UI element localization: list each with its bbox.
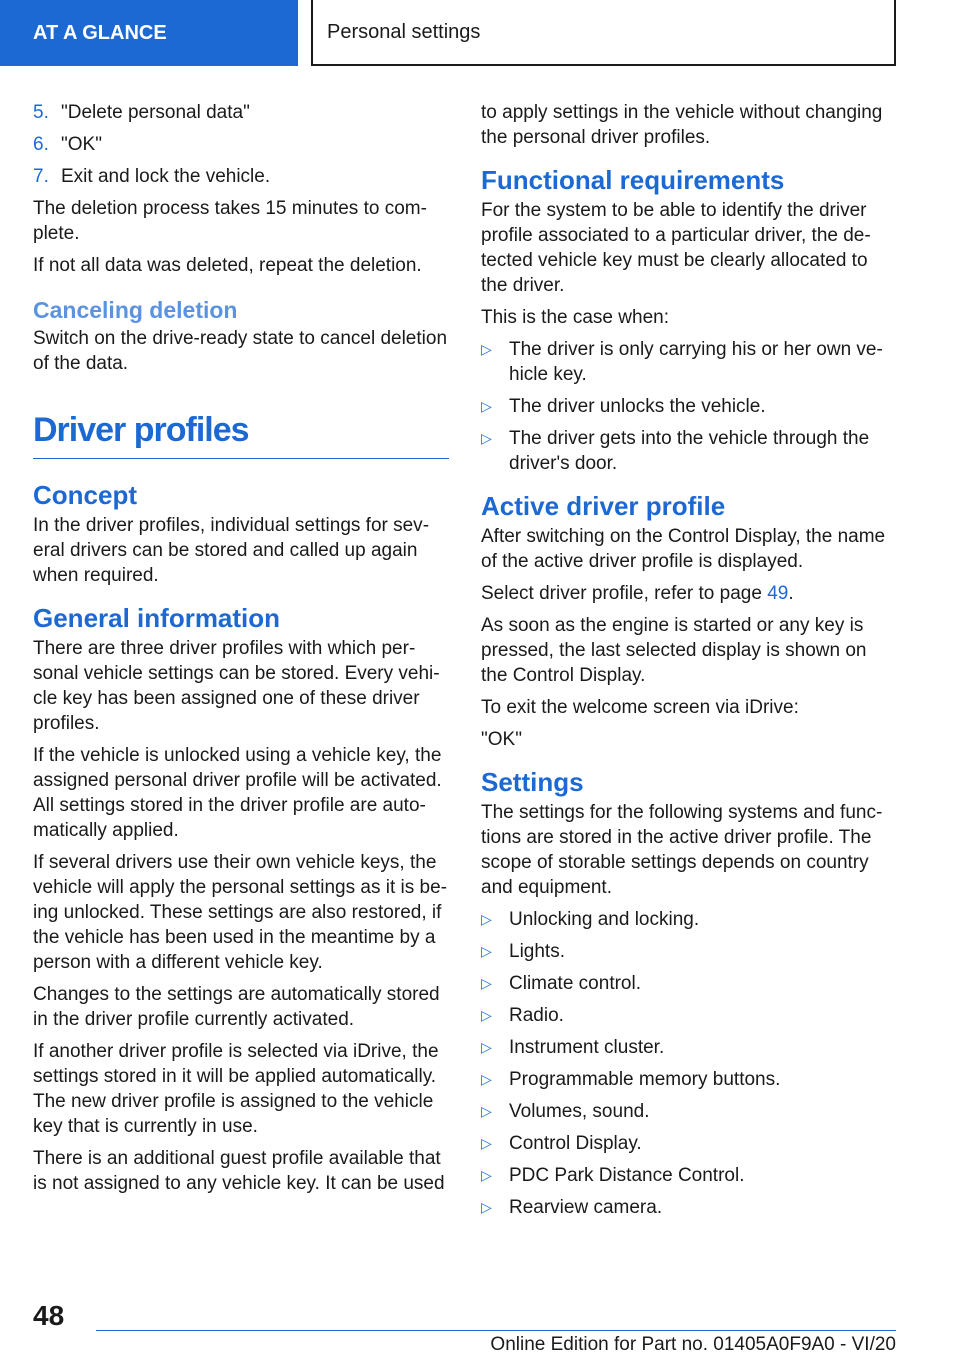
step-item: [33, 132, 449, 157]
paragraph: In the driver profiles, individual settings for several drivers can be stored and called up again when required.: [33, 515, 430, 586]
heading-concept: Concept: [33, 480, 137, 510]
list-item: [481, 337, 893, 387]
step-text: "OK": [61, 134, 102, 155]
list-item-text: Control Display.: [509, 1133, 642, 1154]
list-item: [481, 1003, 893, 1028]
list-item-text: Volumes, sound.: [509, 1101, 650, 1122]
list-item-text: The driver is only carrying his or her own vehicle key.: [509, 339, 883, 385]
paragraph: There is an additional guest profile available that is not assigned to any vehicle key. It can be used: [33, 1148, 445, 1194]
list-item: [481, 907, 893, 932]
step-item: [33, 100, 449, 125]
triangle-bullet-icon: ▷: [481, 911, 492, 927]
paragraph: Switch on the drive-ready state to cancel deletion of the data.: [33, 328, 448, 374]
list-item: [481, 1099, 893, 1124]
triangle-bullet-icon: ▷: [481, 1167, 492, 1183]
list-item-text: The driver unlocks the vehicle.: [509, 396, 766, 417]
step-number: 7.: [33, 166, 49, 187]
paragraph: This is the case when:: [481, 307, 669, 328]
paragraph: The settings for the following systems and functions are stored in the active driver profile. The scope of storable settings depends on country and equipment.: [481, 802, 883, 898]
list-item: [481, 1195, 893, 1220]
step-number: 5.: [33, 102, 49, 123]
paragraph: The deletion process takes 15 minutes to complete.: [33, 198, 427, 244]
section-tab: AT A GLANCE: [0, 0, 298, 66]
paragraph: After switching on the Control Display, the name of the active driver profile is displayed.: [481, 526, 886, 572]
paragraph: If the vehicle is unlocked using a vehicle key, the assigned personal driver profile will be activated. All settings stored in the driver profile are automatically applied.: [33, 745, 442, 841]
triangle-bullet-icon: ▷: [481, 341, 492, 357]
paragraph: If several drivers use their own vehicle keys, the vehicle will apply the personal settings as it is being unlocked. These settings are also restored, if the vehicle has been used in the meantime by a person with a different vehicle key.: [33, 852, 447, 973]
paragraph: For the system to be able to identify the driver profile associated to a particular driver, the detected vehicle key must be clearly allocated to the driver.: [481, 200, 871, 296]
paragraph: Changes to the settings are automatically stored in the driver profile currently activated.: [33, 984, 440, 1030]
paragraph: To exit the welcome screen via iDrive:: [481, 697, 799, 718]
footer-divider: [96, 1330, 896, 1331]
page-number: 48: [33, 1300, 65, 1331]
heading-general-information: General information: [33, 603, 281, 633]
triangle-bullet-icon: ▷: [481, 975, 492, 991]
triangle-bullet-icon: ▷: [481, 398, 492, 414]
heading-active-driver-profile: Active driver profile: [481, 491, 726, 521]
paragraph: If another driver profile is selected via iDrive, the settings stored in it will be applied automatically. The new driver profile is assigned to the vehicle key that is currently in use.: [33, 1041, 439, 1137]
paragraph: There are three driver profiles with which personal vehicle settings can be stored. Every vehicle key has been assigned one of these driver profiles.: [33, 638, 440, 734]
list-item: [481, 426, 893, 476]
triangle-bullet-icon: ▷: [481, 1007, 492, 1023]
step-text: "Delete personal data": [61, 102, 250, 123]
list-item: [481, 1035, 893, 1060]
list-item: [481, 1067, 893, 1092]
page-reference-link[interactable]: 49: [767, 583, 789, 604]
step-item: [33, 164, 449, 189]
paragraph: [481, 581, 893, 606]
paragraph: As soon as the engine is started or any key is pressed, the last selected display is shown on the Control Display.: [481, 615, 867, 686]
list-item: [481, 939, 893, 964]
triangle-bullet-icon: ▷: [481, 1103, 492, 1119]
chapter-title: Personal settings: [311, 0, 896, 66]
triangle-bullet-icon: ▷: [481, 943, 492, 959]
list-item-text: Programmable memory buttons.: [509, 1069, 781, 1090]
list-item-text: Rearview camera.: [509, 1197, 663, 1218]
triangle-bullet-icon: ▷: [481, 1135, 492, 1151]
list-item: [481, 394, 893, 419]
list-item-text: PDC Park Distance Control.: [509, 1165, 745, 1186]
list-item-text: Radio.: [509, 1005, 564, 1026]
list-item: [481, 971, 893, 996]
subheading-canceling-deletion: Canceling deletion: [33, 297, 238, 323]
paragraph: to apply settings in the vehicle without changing the personal driver profiles.: [481, 102, 883, 148]
triangle-bullet-icon: ▷: [481, 1199, 492, 1215]
list-item-text: Lights.: [509, 941, 565, 962]
heading-settings: Settings: [481, 767, 584, 797]
paragraph: If not all data was deleted, repeat the deletion.: [33, 255, 422, 276]
left-column: [33, 100, 449, 1203]
paragraph-text: Select driver profile, refer to page: [481, 583, 768, 604]
heading-functional-requirements: Functional requirements: [481, 165, 785, 195]
triangle-bullet-icon: ▷: [481, 1071, 492, 1087]
list-item-text: Climate control.: [509, 973, 641, 994]
heading-driver-profiles: Driver profiles: [33, 410, 449, 459]
triangle-bullet-icon: ▷: [481, 1039, 492, 1055]
right-column: [481, 100, 893, 1227]
list-item-text: Unlocking and locking.: [509, 909, 700, 930]
step-number: 6.: [33, 134, 49, 155]
footer-edition: Online Edition for Part no. 01405A0F9A0 - VI/20: [490, 1334, 896, 1355]
list-item: [481, 1131, 893, 1156]
triangle-bullet-icon: ▷: [481, 430, 492, 446]
paragraph-text: .: [788, 583, 794, 604]
paragraph: "OK": [481, 729, 522, 750]
list-item-text: The driver gets into the vehicle through the driver's door.: [509, 428, 870, 474]
list-item: [481, 1163, 893, 1188]
step-text: Exit and lock the vehicle.: [61, 166, 271, 187]
list-item-text: Instrument cluster.: [509, 1037, 665, 1058]
